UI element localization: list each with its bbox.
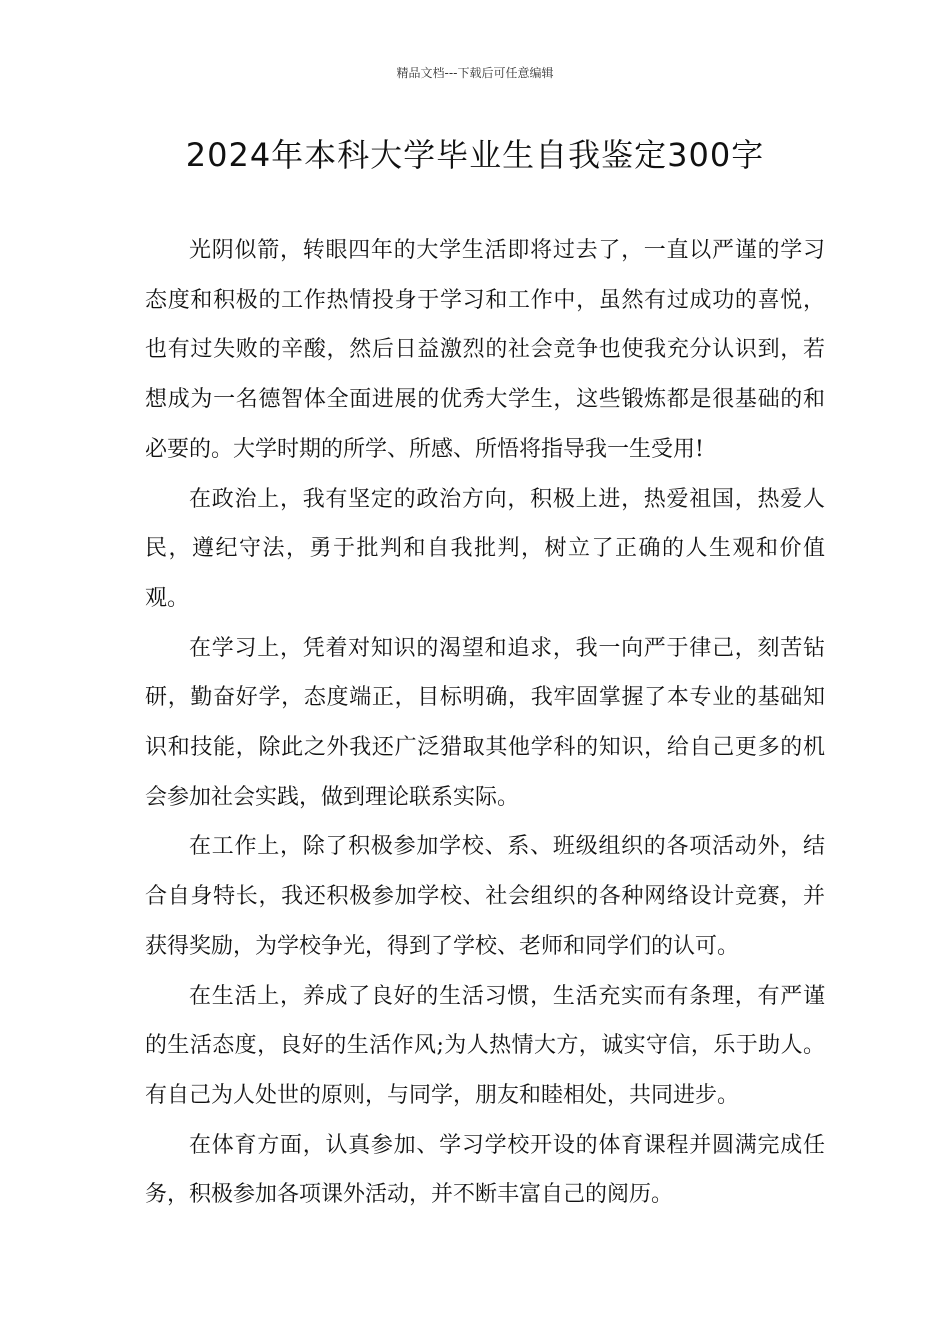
header-note: 精品文档---下载后可任意编辑 xyxy=(396,66,554,80)
paragraph: 光阴似箭，转眼四年的大学生活即将过去了，一直以严谨的学习态度和积极的工作热情投身于学习和工作中，虽然有过成功的喜悦，也有过失败的辛酸，然后日益激烈的社会竞争也使我充分认识到，若想成为一名德智体全面进展的优秀大学生，这些锻炼都是很基础的和必要的。大学时期的所学、所感、所悟将指导我一生受用! xyxy=(145,238,825,462)
paragraph: 在生活上，养成了良好的生活习惯，生活充实而有条理，有严谨的生活态度，良好的生活作风;为人热情大方，诚实守信，乐于助人。有自己为人处世的原则，与同学，朋友和睦相处，共同进步。 xyxy=(145,983,825,1108)
paragraph: 在政治上，我有坚定的政治方向，积极上进，热爱祖国，热爱人民，遵纪守法，勇于批判和自我批判，树立了正确的人生观和价值观。 xyxy=(145,486,825,611)
document-title: 2024年本科大学毕业生自我鉴定300字 xyxy=(185,136,765,174)
paragraph: 在学习上，凭着对知识的渴望和追求，我一向严于律己，刻苦钻研，勤奋好学，态度端正，目标明确，我牢固掌握了本专业的基础知识和技能，除此之外我还广泛猎取其他学科的知识，给自己更多的机会参加社会实践，做到理论联系实际。 xyxy=(145,635,825,810)
paragraph: 在体育方面，认真参加、学习学校开设的体育课程并圆满完成任务，积极参加各项课外活动，并不断丰富自己的阅历。 xyxy=(145,1132,825,1208)
document-body xyxy=(145,226,825,1220)
paragraph: 在工作上，除了积极参加学校、系、班级组织的各项活动外，结合自身特长，我还积极参加学校、社会组织的各种网络设计竞赛，并获得奖励，为学校争光，得到了学校、老师和同学们的认可。 xyxy=(145,834,825,959)
